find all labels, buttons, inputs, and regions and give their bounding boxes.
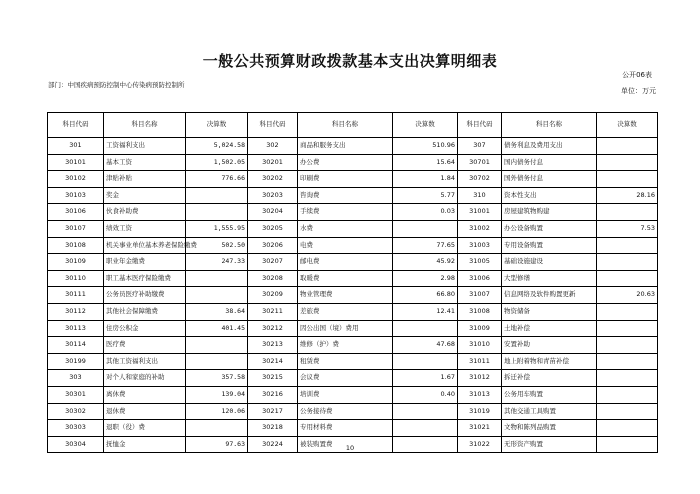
table-cell: 无形资产购置 — [502, 436, 597, 453]
table-cell: 职业年金缴费 — [104, 254, 186, 271]
table-row — [48, 237, 658, 254]
table-cell — [393, 420, 458, 437]
table-cell: 30112 — [48, 303, 104, 320]
table-cell: 公务员医疗补助缴费 — [104, 287, 186, 304]
table-cell: 301 — [48, 138, 104, 155]
table-cell: 机关事业单位基本养老保险缴费 — [104, 237, 186, 254]
table-cell: 伙食补助费 — [104, 204, 186, 221]
table-cell — [597, 403, 658, 420]
table-cell: 专用设备购置 — [502, 237, 597, 254]
table-cell: 30208 — [248, 270, 298, 287]
table-cell — [186, 204, 248, 221]
table-cell: 培训费 — [298, 386, 393, 403]
table-cell: 物业管理费 — [298, 287, 393, 304]
table-row — [48, 353, 658, 370]
table-cell: 30701 — [458, 154, 502, 171]
table-cell: 31009 — [458, 320, 502, 337]
table-cell: 医疗费 — [104, 337, 186, 354]
table-cell: 0.03 — [393, 204, 458, 221]
table-cell: 抚恤金 — [104, 436, 186, 453]
table-cell: 139.04 — [186, 386, 248, 403]
table-cell: 30201 — [248, 154, 298, 171]
table-row — [48, 370, 658, 387]
table-cell: 绩效工资 — [104, 220, 186, 237]
table-cell: 30106 — [48, 204, 104, 221]
table-cell: 30224 — [248, 436, 298, 453]
table-cell: 办公设备购置 — [502, 220, 597, 237]
table-row — [48, 187, 658, 204]
table-cell: 工资福利支出 — [104, 138, 186, 155]
unit-label: 单位：万元 — [621, 87, 656, 95]
table-cell: 手续费 — [298, 204, 393, 221]
table-cell: 30209 — [248, 287, 298, 304]
table-cell: 30107 — [48, 220, 104, 237]
table-cell: 31007 — [458, 287, 502, 304]
expenditure-table — [47, 112, 658, 453]
table-cell: 商品和服务支出 — [298, 138, 393, 155]
table-cell — [393, 220, 458, 237]
table-cell — [597, 353, 658, 370]
table-cell: 30303 — [48, 420, 104, 437]
table-cell: 退休费 — [104, 403, 186, 420]
table-cell — [393, 320, 458, 337]
table-row — [48, 303, 658, 320]
table-cell: 30108 — [48, 237, 104, 254]
table-cell: 水费 — [298, 220, 393, 237]
column-header: 科目名称 — [502, 113, 597, 138]
table-cell: 776.66 — [186, 171, 248, 188]
table-cell: 基本工资 — [104, 154, 186, 171]
table-cell: 津贴补贴 — [104, 171, 186, 188]
table-cell: 债务利息及费用支出 — [502, 138, 597, 155]
table-cell: 公务用车购置 — [502, 386, 597, 403]
table-cell: 30211 — [248, 303, 298, 320]
table-cell — [597, 320, 658, 337]
table-cell: 咨询费 — [298, 187, 393, 204]
table-cell: 印刷费 — [298, 171, 393, 188]
table-row — [48, 254, 658, 271]
table-cell: 31005 — [458, 254, 502, 271]
table-cell: 15.64 — [393, 154, 458, 171]
table-row — [48, 138, 658, 155]
table-cell: 77.65 — [393, 237, 458, 254]
table-cell: 401.45 — [186, 320, 248, 337]
table-cell: 30215 — [248, 370, 298, 387]
table-cell: 国内债务付息 — [502, 154, 597, 171]
table-cell: 20.63 — [597, 287, 658, 304]
table-cell: 31021 — [458, 420, 502, 437]
table-cell: 30111 — [48, 287, 104, 304]
table-cell: 31022 — [458, 436, 502, 453]
table-cell: 退职（役）费 — [104, 420, 186, 437]
table-cell: 30301 — [48, 386, 104, 403]
table-cell: 28.16 — [597, 187, 658, 204]
table-cell: 30207 — [248, 254, 298, 271]
table-cell — [597, 337, 658, 354]
table-cell — [597, 270, 658, 287]
table-cell: 30206 — [248, 237, 298, 254]
table-cell: 大型修缮 — [502, 270, 597, 287]
table-cell: 其他交通工具购置 — [502, 403, 597, 420]
table-cell: 资本性支出 — [502, 187, 597, 204]
table-cell — [186, 420, 248, 437]
table-cell: 97.63 — [186, 436, 248, 453]
table-row — [48, 270, 658, 287]
table-cell: 基础设施建设 — [502, 254, 597, 271]
table-cell: 30101 — [48, 154, 104, 171]
table-cell: 会议费 — [298, 370, 393, 387]
table-cell — [186, 337, 248, 354]
table-cell: 1,502.05 — [186, 154, 248, 171]
table-cell: 30212 — [248, 320, 298, 337]
table-cell: 310 — [458, 187, 502, 204]
table-cell: 31006 — [458, 270, 502, 287]
table-cell: 30213 — [248, 337, 298, 354]
table-cell: 510.96 — [393, 138, 458, 155]
table-row — [48, 403, 658, 420]
table-cell: 307 — [458, 138, 502, 155]
table-cell: 邮电费 — [298, 254, 393, 271]
table-cell: 357.58 — [186, 370, 248, 387]
table-cell — [186, 353, 248, 370]
table-cell: 1.84 — [393, 171, 458, 188]
column-header: 决算数 — [597, 113, 658, 138]
table-row — [48, 220, 658, 237]
table-row — [48, 420, 658, 437]
page-number: 10 — [345, 444, 355, 452]
table-cell — [597, 204, 658, 221]
table-cell: 247.33 — [186, 254, 248, 271]
table-cell — [597, 386, 658, 403]
table-cell: 31001 — [458, 204, 502, 221]
table-cell: 其他工资福利支出 — [104, 353, 186, 370]
table-cell — [393, 403, 458, 420]
column-header: 科目名称 — [104, 113, 186, 138]
table-cell: 维修（护）费 — [298, 337, 393, 354]
table-cell: 30199 — [48, 353, 104, 370]
table-cell: 30203 — [248, 187, 298, 204]
table-cell — [597, 254, 658, 271]
table-cell: 离休费 — [104, 386, 186, 403]
table-cell: 7.53 — [597, 220, 658, 237]
table-cell: 31013 — [458, 386, 502, 403]
table-cell: 45.92 — [393, 254, 458, 271]
table-cell — [597, 154, 658, 171]
table-header-row — [48, 113, 658, 138]
table-cell: 47.68 — [393, 337, 458, 354]
table-row — [48, 287, 658, 304]
table-cell: 公务接待费 — [298, 403, 393, 420]
column-header: 科目名称 — [298, 113, 393, 138]
table-row — [48, 386, 658, 403]
table-cell: 办公费 — [298, 154, 393, 171]
column-header: 决算数 — [186, 113, 248, 138]
table-cell: 303 — [48, 370, 104, 387]
table-cell: 38.64 — [186, 303, 248, 320]
table-cell: 地上附着物和青苗补偿 — [502, 353, 597, 370]
table-cell: 31003 — [458, 237, 502, 254]
department-label: 部门：中国疾病预防控制中心传染病预防控制所 — [48, 81, 185, 89]
table-row — [48, 154, 658, 171]
table-cell — [597, 171, 658, 188]
table-cell: 文物和陈列品购置 — [502, 420, 597, 437]
column-header: 科目代码 — [48, 113, 104, 138]
table-cell: 31012 — [458, 370, 502, 387]
table-cell: 房屋建筑物购建 — [502, 204, 597, 221]
table-cell: 302 — [248, 138, 298, 155]
table-cell: 30214 — [248, 353, 298, 370]
table-cell: 国外债务付息 — [502, 171, 597, 188]
table-cell: 对个人和家庭的补助 — [104, 370, 186, 387]
table-cell: 职工基本医疗保险缴费 — [104, 270, 186, 287]
table-cell: 因公出国（境）费用 — [298, 320, 393, 337]
table-cell — [186, 287, 248, 304]
table-cell: 电费 — [298, 237, 393, 254]
table-cell: 30103 — [48, 187, 104, 204]
table-cell: 奖金 — [104, 187, 186, 204]
table-cell: 租赁费 — [298, 353, 393, 370]
table-cell: 31002 — [458, 220, 502, 237]
table-cell: 1.67 — [393, 370, 458, 387]
table-cell: 其他社会保障缴费 — [104, 303, 186, 320]
page-title: 一般公共预算财政拨款基本支出决算明细表 — [202, 52, 498, 70]
table-row — [48, 171, 658, 188]
column-header: 科目代码 — [458, 113, 502, 138]
table-cell — [186, 187, 248, 204]
table-cell: 30110 — [48, 270, 104, 287]
table-cell: 5.77 — [393, 187, 458, 204]
table-cell: 2.98 — [393, 270, 458, 287]
table-cell: 拆迁补偿 — [502, 370, 597, 387]
column-header: 科目代码 — [248, 113, 298, 138]
table-cell — [186, 270, 248, 287]
table-cell: 502.50 — [186, 237, 248, 254]
table-cell: 30204 — [248, 204, 298, 221]
table-cell — [597, 420, 658, 437]
table-cell — [597, 370, 658, 387]
table-cell: 31011 — [458, 353, 502, 370]
table-cell: 30218 — [248, 420, 298, 437]
table-cell: 31010 — [458, 337, 502, 354]
table-cell: 土地补偿 — [502, 320, 597, 337]
table-cell: 30205 — [248, 220, 298, 237]
table-cell: 取暖费 — [298, 270, 393, 287]
table-cell: 30216 — [248, 386, 298, 403]
table-cell: 0.40 — [393, 386, 458, 403]
table-row — [48, 320, 658, 337]
table-cell: 31008 — [458, 303, 502, 320]
table-cell: 1,555.95 — [186, 220, 248, 237]
table-cell: 31019 — [458, 403, 502, 420]
table-cell: 被装购置费 — [298, 436, 393, 453]
table-cell: 12.41 — [393, 303, 458, 320]
table-cell: 安置补助 — [502, 337, 597, 354]
table-cell: 30109 — [48, 254, 104, 271]
column-header: 决算数 — [393, 113, 458, 138]
table-cell: 30302 — [48, 403, 104, 420]
table-cell: 30217 — [248, 403, 298, 420]
table-cell: 30702 — [458, 171, 502, 188]
table-row — [48, 337, 658, 354]
table-cell: 66.80 — [393, 287, 458, 304]
table-cell: 住房公积金 — [104, 320, 186, 337]
table-cell: 30304 — [48, 436, 104, 453]
table-cell: 差旅费 — [298, 303, 393, 320]
table-cell: 专用材料费 — [298, 420, 393, 437]
table-cell: 30113 — [48, 320, 104, 337]
table-cell: 30102 — [48, 171, 104, 188]
table-cell: 物资储备 — [502, 303, 597, 320]
table-cell — [597, 138, 658, 155]
table-cell — [393, 353, 458, 370]
form-code: 公开06表 — [622, 71, 652, 79]
table-cell: 信息网络及软件购置更新 — [502, 287, 597, 304]
table-cell: 30202 — [248, 171, 298, 188]
table-cell: 120.06 — [186, 403, 248, 420]
table-row — [48, 204, 658, 221]
table-cell: 5,024.58 — [186, 138, 248, 155]
table-cell — [597, 237, 658, 254]
table-cell: 30114 — [48, 337, 104, 354]
table-cell — [597, 303, 658, 320]
